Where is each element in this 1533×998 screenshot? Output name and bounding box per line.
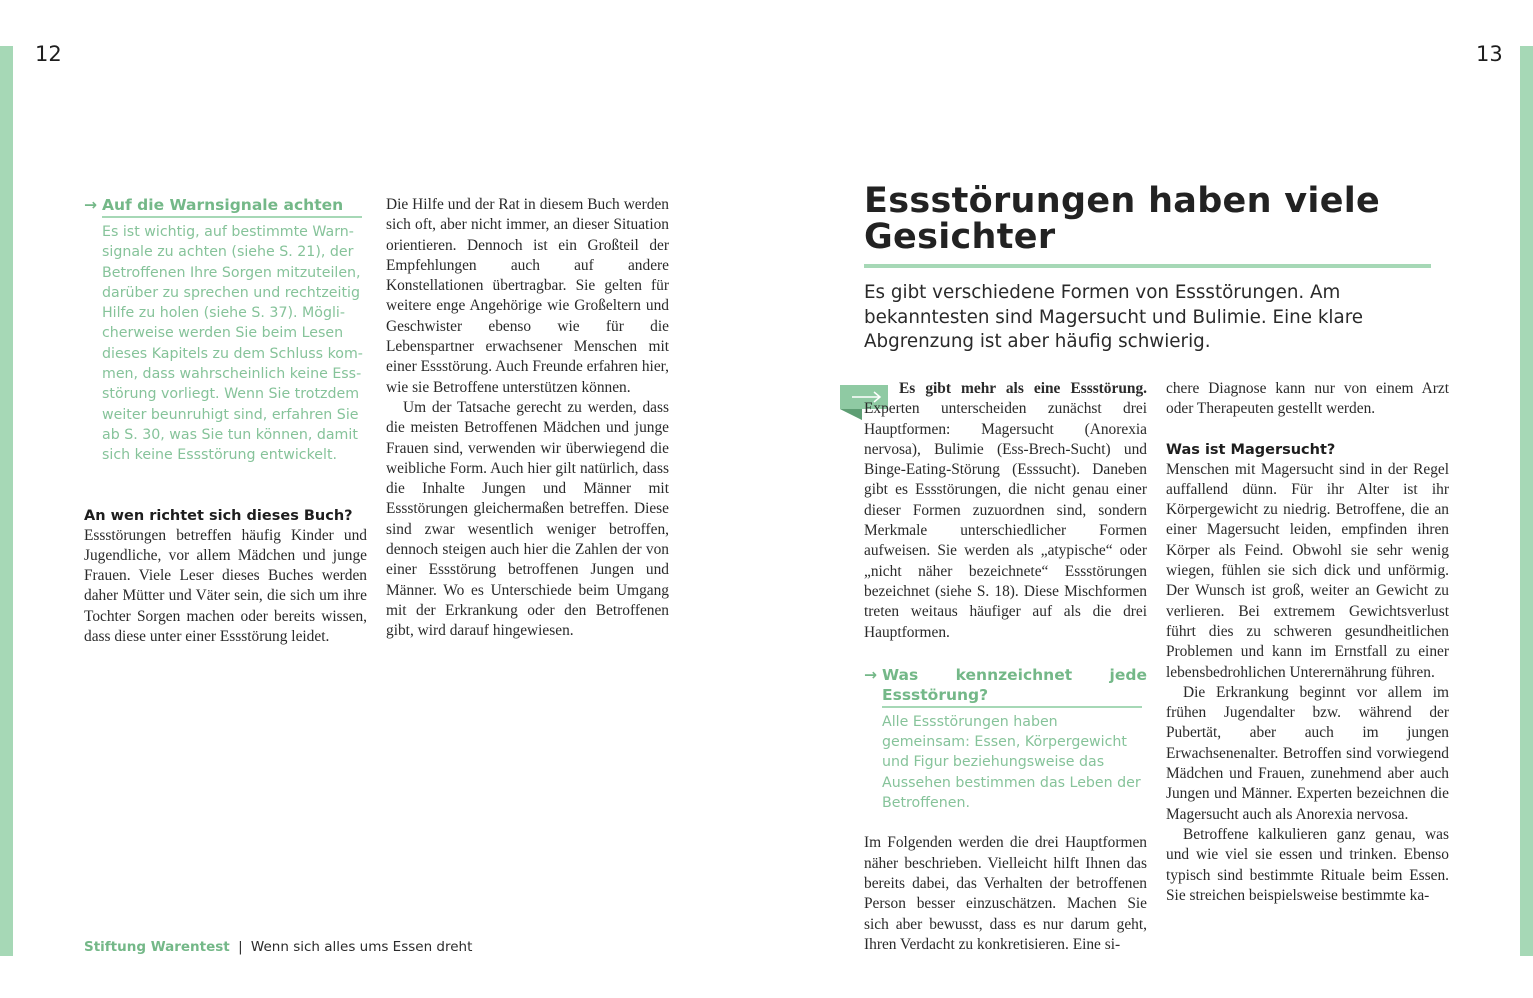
title-rule xyxy=(864,264,1431,268)
footer xyxy=(84,939,472,955)
section-text-who: Essstörungen betreffen häufig Kinder und Jugendliche, vor allem Mädchen und junge Frauen. Viele Leser dieses Buches werden daher Mütter und Väter sein, die sich um ihre Tochter Sorgen machen oder bereits wissen, dass diese unter einer Essstörung leidet. xyxy=(84,526,367,646)
right-page-edge-bar xyxy=(1520,46,1533,956)
page-title: Essstörungen haben viele Gesichter xyxy=(864,181,1381,257)
tip-box-kennzeichen xyxy=(864,665,1147,813)
column-4 xyxy=(1166,379,1449,906)
page-number-right: 13 xyxy=(1476,42,1503,66)
paragraph: Menschen mit Magersucht sind in der Regel auffallend dünn. Für ihr Alter ist ihr Körpergewicht zu niedrig. Betroffene, die an einer Magersucht leiden, empfinden ihren Körper als Feind. Obwohl sie sehr wenig wiegen, fühlen sie sich dick und unförmig. Der Wunsch ist groß, weiter an Gewicht zu verlieren. Bei extremem Gewichtsverlust führt dies zu schweren gesundheitlichen Problemen und kann im Ernstfall zu einer lebensbedrohlichen Unterernährung führen. xyxy=(1166,460,1449,681)
tip-title-text: Auf die Warnsignale achten xyxy=(102,196,344,214)
paragraph: Die Hilfe und der Rat in diesem Buch werden sich oft, aber nicht immer, an dieser Situation orientieren. Dennoch ist ein Großteil der Empfehlungen auch auf andere Konstellationen übertragbar. Sie gelten für weitere enge Angehörige wie Großeltern und Geschwister ebenso wie für die Lebenspartner erwachsener Menschen mit einer Essstörung. Auch Freunde erfahren hier, wie sie Betroffene unterstützen können. xyxy=(386,196,669,396)
column-2 xyxy=(386,195,669,642)
tip-box-warnsignale xyxy=(84,195,367,466)
paragraph-text: Experten unterscheiden zunächst drei Hauptformen: Magersucht (Anorexia nervosa), Bulimie (Ess-Brech-Sucht) und Binge-Eating-Störung (Esssucht). Daneben gibt es Essstörungen, die nicht genau einer dieser Formen zuzuordnen sind, sondern Merkmale unterschiedlicher Formen aufweisen. Sie werden als „atypische“ oder „nicht näher bezeichnete“ Essstörungen bezeichnet (siehe S. 18). Diese Mischformen treten weitaus häufiger auf als die drei Hauptformen. xyxy=(864,400,1147,641)
footer-separator: | xyxy=(238,939,243,955)
tip-rule xyxy=(882,706,1142,708)
column-1 xyxy=(84,195,367,647)
section-heading-magersucht: Was ist Magersucht? xyxy=(1166,441,1336,458)
lead-text: Es gibt verschiedene Formen von Essstörungen. Am bekanntesten sind Magersucht und Bulimie. Eine klare Abgrenzung ist aber häufig schwierig. xyxy=(864,282,1364,352)
paragraph: Im Folgenden werden die drei Hauptformen näher beschrieben. Vielleicht hilft Ihnen das bereits dabei, das Verhalten der betroffenen Person besser einzuschätzen. Machen Sie sich aber bewusst, dass es nur darum geht, Ihren Verdacht zu konkretisieren. Eine si- xyxy=(864,834,1147,953)
paragraph-lead xyxy=(864,379,1147,643)
page-number-left: 12 xyxy=(35,42,62,66)
section-heading-who: An wen richtet sich dieses Buch? xyxy=(84,507,353,524)
paragraph: Die Erkrankung beginnt vor allem im frühen Jugendalter bzw. während der Pubertät, aber auch im jungen Erwachsenenalter. Betroffen sind vorwiegend Mädchen und Frauen, zunehmend aber auch Jungen und Männer. Experten bezeichnen die Magersucht auch als Anorexia nervosa. xyxy=(1166,683,1449,823)
tip-body: Es ist wichtig, auf bestimmte Warnsignale zu achten (siehe S. 21), der Betroffenen Ihre Sorgen mitzuteilen, darüber zu sprechen und rechtzeitig Hilfe zu holen (siehe S. 37). Möglicherweise werden Sie beim Lesen dieses Kapitels zu dem Schluss kommen, dass wahrscheinlich keine Essstörung vorliegt. Wenn Sie trotzdem weiter beunruhigt sind, erfahren Sie ab S. 30, was Sie tun können, damit sich keine Essstörung entwickelt. xyxy=(102,224,363,464)
footer-book-title: Wenn sich alles ums Essen dreht xyxy=(250,939,473,955)
tip-title xyxy=(864,665,1147,705)
paragraph: Um der Tatsache gerecht zu werden, dass die meisten Betroffenen Mädchen und junge Frauen sind, verwenden wir überwiegend die weibliche Form. Auch hier gilt natürlich, dass die Inhalte Jungen und Männer mit Essstörungen gleichermaßen betreffen. Diese sind zwar wesentlich weniger betroffen, dennoch steigen auch hier die Zahlen der von einer Essstörung betroffenen Jungen und Männer. Wo es Unterschiede beim Umgang mit der Erkrankung oder den Betroffenen gibt, wird darauf hingewiesen. xyxy=(386,398,669,640)
tip-body: Alle Essstörungen haben gemeinsam: Essen, Körpergewicht und Figur beziehungsweise das Aussehen bestimmen das Leben der Betroffenen. xyxy=(882,713,1141,812)
paragraph: chere Diagnose kann nur von einem Arzt oder Therapeuten gestellt werden. xyxy=(1166,380,1449,418)
tip-title-text: Was kennzeichnet jede Essstörung? xyxy=(882,665,1147,704)
column-3 xyxy=(864,379,1147,955)
left-page-edge-bar xyxy=(0,46,13,956)
footer-brand: Stiftung Warentest xyxy=(84,939,230,955)
lead-bold-text: Es gibt mehr als eine Essstörung. xyxy=(899,380,1147,397)
arrow-right-icon: → xyxy=(864,665,877,684)
paragraph: Betroffene kalkulieren ganz genau, was und wie viel sie essen und trinken. Ebenso typisch sind bestimmte Rituale beim Essen. Sie streichen beispielsweise bestimmte ka- xyxy=(1166,825,1449,904)
arrow-right-icon: → xyxy=(84,196,97,214)
tip-title xyxy=(84,195,367,215)
tip-rule xyxy=(102,216,362,218)
